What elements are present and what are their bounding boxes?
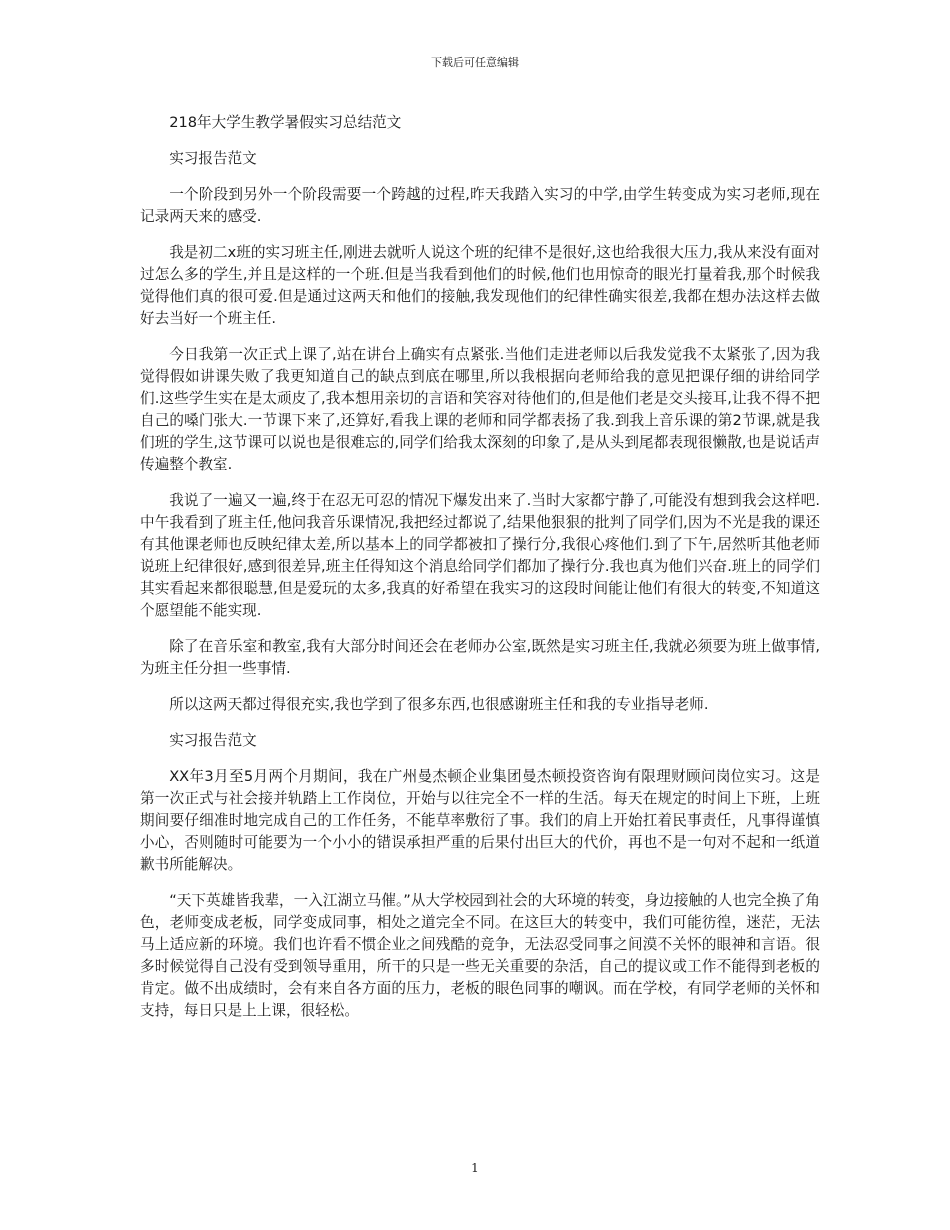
- body-paragraph: 一个阶段到另外一个阶段需要一个跨越的过程,昨天我踏入实习的中学,由学生转变成为实习老师,现在记录两天来的感受.: [140, 186, 820, 225]
- body-paragraph: 所以这两天都过得很充实,我也学到了很多东西,也很感谢班主任和我的专业指导老师.: [169, 696, 709, 713]
- section-heading: 实习报告范文: [169, 732, 257, 749]
- body-paragraph: 除了在音乐室和教室,我有大部分时间还会在老师办公室,既然是实习班主任,我就必须要为班上做事情,为班主任分担一些事情.: [140, 638, 820, 677]
- page-header: 下载后可任意编辑: [431, 56, 519, 69]
- body-paragraph: 我说了一遍又一遍,终于在忍无可忍的情况下爆发出来了.当时大家都宁静了,可能没有想到我会这样吧.中午我看到了班主任,他问我音乐课情况,我把经过都说了,结果他狠狠的批判了同学们,因为不光是我的课还有其他课老师也反映纪律太差,所以基本上的同学都被扣了操行分,我很心疼他们.到了下午,居然听其他老师说班上纪律很好,感到很差异,班主任得知这个消息给同学们都加了操行分.我也真为他们兴奋.班上的同学们其实看起来都很聪慧,但是爱玩的太多,我真的好希望在我实习的这段时间能让他们有很大的转变,不知道这个愿望能不能实现.: [140, 492, 820, 619]
- page-number: 1: [471, 1161, 479, 1175]
- document-body: [140, 112, 820, 1036]
- section-heading: 实习报告范文: [169, 150, 257, 167]
- body-paragraph: 今日我第一次正式上课了,站在讲台上确实有点紧张.当他们走进老师以后我发觉我不太紧张了,因为我觉得假如讲课失败了我更知道自己的缺点到底在哪里,所以我根据向老师给我的意见把课仔细的讲给同学们.这些学生实在是太顽皮了,我本想用亲切的言语和笑容对待他们的,但是他们老是交头接耳,让我不得不把自己的嗓门张大.一节课下来了,还算好,看我上课的老师和同学都表扬了我.到我上音乐课的第2节课,就是我们班的学生,这节课可以说也是很难忘的,同学们给我太深刻的印象了,是从头到尾都表现很懒散,也是说话声传遍整个教室.: [140, 346, 820, 473]
- body-paragraph: XX年3月至5月两个月期间，我在广州曼杰顿企业集团曼杰顿投资咨询有限理财顾问岗位实习。这是第一次正式与社会接并轨踏上工作岗位，开始与以往完全不一样的生活。每天在规定的时间上下班，上班期间要仔细准时地完成自己的工作任务，不能草率敷衍了事。我们的肩上开始扛着民事责任，凡事得谨慎小心，否则随时可能要为一个小小的错误承担严重的后果付出巨大的代价，再也不是一句对不起和一纸道歉书所能解决。: [140, 768, 820, 873]
- body-paragraph: “天下英雄皆我辈，一入江湖立马催。”从大学校园到社会的大环境的转变，身边接触的人也完全换了角色，老师变成老板，同学变成同事，相处之道完全不同。在这巨大的转变中，我们可能彷徨，迷茫，无法马上适应新的环境。我们也许看不惯企业之间残酷的竞争，无法忍受同事之间漠不关怀的眼神和言语。很多时候觉得自己没有受到领导重用，所干的只是一些无关重要的杂活，自己的提议或工作不能得到老板的肯定。做不出成绩时，会有来自各方面的压力，老板的眼色同事的嘲讽。而在学校，有同学老师的关怀和支持，每日只是上上课，很轻松。: [140, 892, 820, 1019]
- body-paragraph: 我是初二x班的实习班主任,刚进去就听人说这个班的纪律不是很好,这也给我很大压力,我从来没有面对过怎么多的学生,并且是这样的一个班.但是当我看到他们的时候,他们也用惊奇的眼光打量着我,那个时候我觉得他们真的很可爱.但是通过这两天和他们的接触,我发现他们的纪律性确实很差,我都在想办法这样去做好去当好一个班主任.: [140, 244, 820, 327]
- document-title: 218年大学生教学暑假实习总结范文: [169, 114, 402, 131]
